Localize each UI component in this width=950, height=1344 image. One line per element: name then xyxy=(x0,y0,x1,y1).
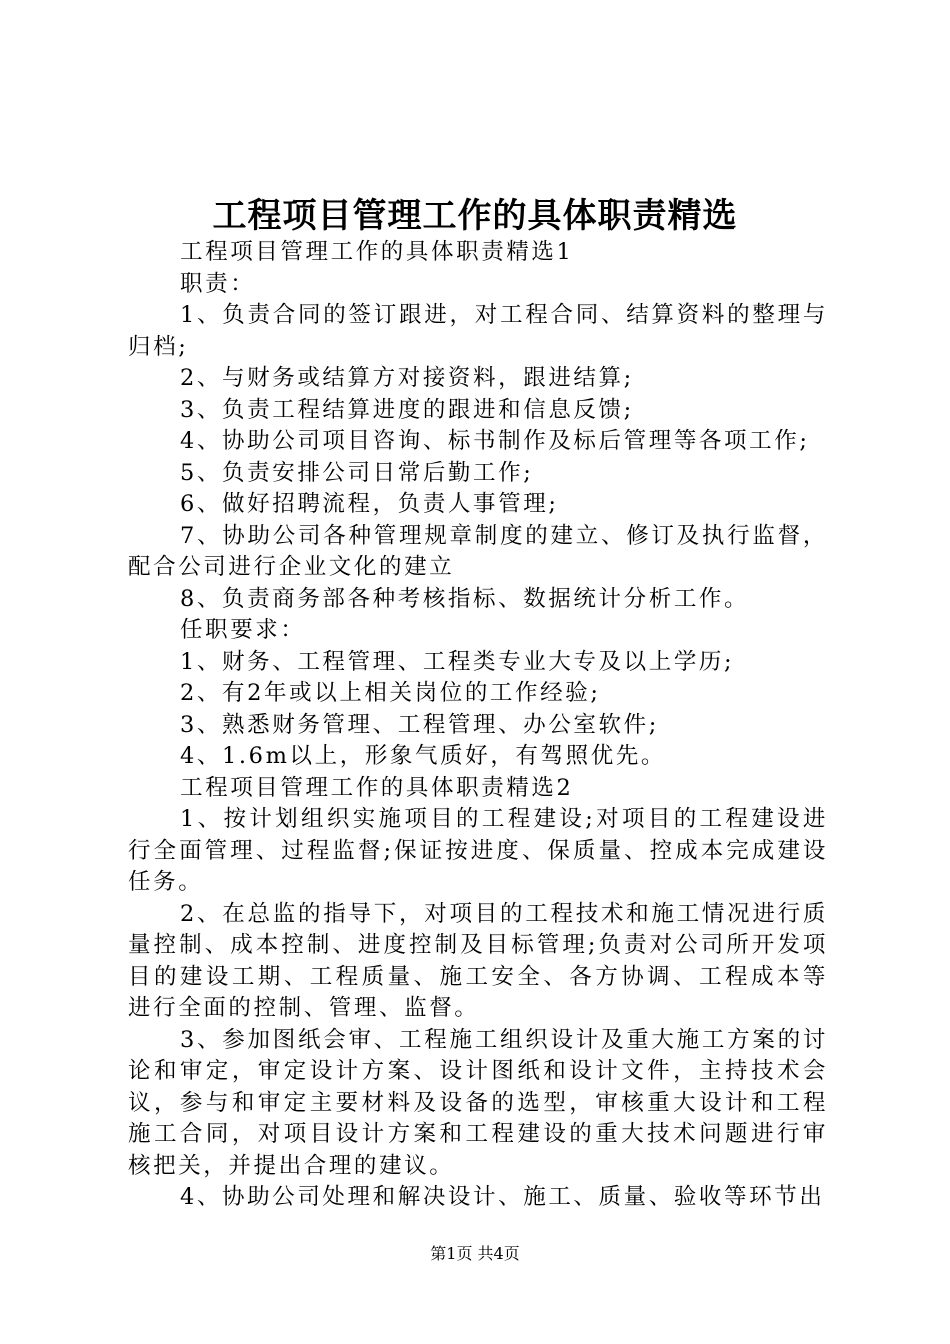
page-footer: 第1页 共4页 xyxy=(430,1244,520,1263)
paragraph: 6、做好招聘流程，负责人事管理; xyxy=(180,491,559,517)
paragraph: 工程项目管理工作的具体职责精选2 xyxy=(180,774,574,801)
paragraph: 职责： xyxy=(180,270,256,297)
paragraph: 3、参加图纸会审、工程施工组织设计及重大施工方案的讨论和审定，审定设计方案、设计图纸和设计文件，主持技术会议，参与和审定主要材料及设备的选型，审核重大设计和工程施工合同，对项目设计方案和工程建设的重大技术问题进行审核把关，并提出合理的建议。 xyxy=(128,1026,828,1179)
paragraph: 2、有2年或以上相关岗位的工作经验; xyxy=(180,680,601,706)
paragraph: 4、协助公司项目咨询、标书制作及标后管理等各项工作; xyxy=(180,428,810,454)
paragraph: 2、与财务或结算方对接资料，跟进结算; xyxy=(180,365,634,391)
paragraph: 4、协助公司处理和解决设计、施工、质量、验收等环节出 xyxy=(180,1184,825,1210)
paragraph: 5、负责安排公司日常后勤工作; xyxy=(180,459,534,486)
paragraph: 8、负责商务部各种考核指标、数据统计分析工作。 xyxy=(180,585,750,612)
paragraph: 7、协助公司各种管理规章制度的建立、修订及执行监督，配合公司进行企业文化的建立 xyxy=(128,522,828,580)
document-title: 工程项目管理工作的具体职责精选 xyxy=(212,196,738,236)
paragraph: 1、负责合同的签订跟进，对工程合同、结算资料的整理与归档; xyxy=(128,302,828,360)
paragraph: 3、负责工程结算进度的跟进和信息反馈; xyxy=(180,396,634,423)
paragraph: 4、1.6m以上，形象气质好，有驾照优先。 xyxy=(180,743,667,769)
document-body xyxy=(128,237,828,1214)
paragraph: 2、在总监的指导下，对项目的工程技术和施工情况进行质量控制、成本控制、进度控制及目标管理;负责对公司所开发项目的建设工期、工程质量、施工安全、各方协调、工程成本等进行全面的控制、管理、监督。 xyxy=(128,900,828,1021)
paragraph: 工程项目管理工作的具体职责精选1 xyxy=(180,239,574,265)
paragraph: 任职要求： xyxy=(180,617,306,643)
paragraph: 1、按计划组织实施项目的工程建设;对项目的工程建设进行全面管理、过程监督;保证按进度、保质量、控成本完成建设任务。 xyxy=(128,806,828,895)
paragraph: 3、熟悉财务管理、工程管理、办公室软件; xyxy=(180,711,659,738)
paragraph: 1、财务、工程管理、工程类专业大专及以上学历; xyxy=(180,648,735,675)
